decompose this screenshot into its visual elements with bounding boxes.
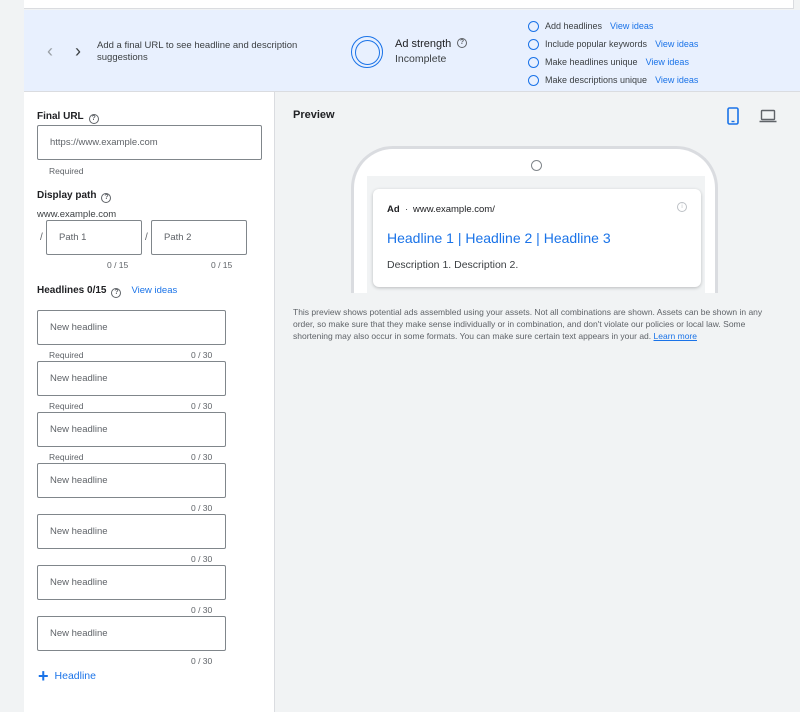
headline-input[interactable] bbox=[37, 361, 226, 396]
display-path-label bbox=[37, 190, 111, 203]
display-path-label-text: Display path bbox=[37, 190, 97, 201]
preview-panel bbox=[276, 92, 800, 712]
final-url-placeholder: https://www.example.com bbox=[50, 137, 158, 148]
headline-placeholder: New headline bbox=[50, 322, 108, 333]
headlines-label-text: Headlines 0/15 bbox=[37, 285, 107, 296]
ad-description: Description 1. Description 2. bbox=[387, 259, 519, 271]
headline-counter: 0 / 30 bbox=[191, 656, 213, 666]
headline-placeholder: New headline bbox=[50, 424, 108, 435]
tip-label: Make headlines unique bbox=[545, 57, 638, 67]
ad-dot-separator: · bbox=[405, 204, 409, 215]
ad-badge: Ad bbox=[387, 204, 400, 215]
headline-counter: 0 / 30 bbox=[191, 503, 213, 513]
suggestions-banner bbox=[24, 10, 800, 92]
path2-placeholder: Path 2 bbox=[164, 232, 192, 243]
ad-strength-title: Ad strength bbox=[395, 38, 452, 50]
ad-display-url: www.example.com/ bbox=[413, 204, 495, 215]
headline-input[interactable] bbox=[37, 616, 226, 651]
tip-item bbox=[528, 53, 698, 71]
chevron-left-icon[interactable]: ‹ bbox=[47, 41, 53, 61]
ad-strength-ring-icon bbox=[351, 36, 383, 68]
headlines-view-ideas-link[interactable]: View ideas bbox=[131, 285, 178, 296]
top-card-edge bbox=[24, 0, 794, 9]
circle-icon bbox=[528, 57, 539, 68]
ad-headline: Headline 1 | Headline 2 | Headline 3 bbox=[387, 230, 611, 246]
headline-counter: 0 / 30 bbox=[191, 605, 213, 615]
ad-form-panel bbox=[24, 92, 275, 712]
headline-counter: 0 / 30 bbox=[191, 452, 213, 462]
help-icon[interactable]: ? bbox=[89, 114, 99, 124]
path1-input[interactable] bbox=[46, 220, 142, 255]
final-url-helper: Required bbox=[49, 166, 84, 176]
final-url-label-text: Final URL bbox=[37, 111, 84, 122]
disclaimer-text: This preview shows potential ads assembled using your assets. Not all combinations are shown. Assets can be shown in any order, so make sure that they make sense individually or in combination, and don't violate our policies or local law. Some shortening may also occur in some formats. You can make sure certain text appears in your ad. bbox=[293, 307, 763, 341]
plus-icon: + bbox=[38, 666, 49, 686]
headline-helper: Required bbox=[49, 350, 84, 360]
headline-placeholder: New headline bbox=[50, 475, 108, 486]
circle-icon bbox=[528, 39, 539, 50]
headline-counter: 0 / 30 bbox=[191, 350, 213, 360]
ad-strength-status: Incomplete bbox=[395, 53, 447, 65]
page-gutter bbox=[0, 0, 24, 712]
path-separator: / bbox=[145, 232, 148, 243]
help-icon[interactable]: ? bbox=[457, 38, 467, 48]
display-domain: www.example.com bbox=[37, 209, 117, 220]
tip-item bbox=[528, 71, 698, 89]
add-headline-button[interactable] bbox=[38, 666, 96, 686]
headline-helper: Required bbox=[49, 401, 84, 411]
headline-input[interactable] bbox=[37, 565, 226, 600]
headline-placeholder: New headline bbox=[50, 373, 108, 384]
final-url-label bbox=[37, 111, 99, 124]
preview-title: Preview bbox=[293, 109, 335, 121]
banner-message: Add a final URL to see headline and description suggestions bbox=[97, 40, 298, 63]
headline-placeholder: New headline bbox=[50, 577, 108, 588]
tip-label: Make descriptions unique bbox=[545, 75, 648, 85]
headline-helper: Required bbox=[49, 452, 84, 462]
headline-input[interactable] bbox=[37, 310, 226, 345]
tip-item bbox=[528, 17, 698, 35]
chevron-right-icon[interactable]: › bbox=[75, 41, 81, 61]
laptop-icon[interactable] bbox=[759, 109, 777, 123]
help-icon[interactable]: ? bbox=[111, 288, 121, 298]
view-ideas-link[interactable]: View ideas bbox=[655, 39, 699, 49]
ad-preview-card bbox=[373, 189, 701, 287]
headline-input[interactable] bbox=[37, 514, 226, 549]
headline-counter: 0 / 30 bbox=[191, 401, 213, 411]
headline-counter: 0 / 30 bbox=[191, 554, 213, 564]
headline-input[interactable] bbox=[37, 463, 226, 498]
path-separator: / bbox=[40, 232, 43, 243]
info-icon[interactable]: i bbox=[677, 202, 687, 212]
preview-disclaimer bbox=[293, 306, 783, 342]
phone-screen bbox=[367, 176, 705, 293]
headlines-label bbox=[37, 285, 177, 298]
headline-input[interactable] bbox=[37, 412, 226, 447]
mobile-device-icon[interactable] bbox=[726, 107, 740, 125]
view-ideas-link[interactable]: View ideas bbox=[655, 75, 699, 85]
circle-icon bbox=[528, 21, 539, 32]
ad-strength-tips bbox=[528, 17, 698, 89]
circle-icon bbox=[528, 75, 539, 86]
final-url-input[interactable] bbox=[37, 125, 262, 160]
headline-placeholder: New headline bbox=[50, 628, 108, 639]
add-headline-label: Headline bbox=[54, 670, 96, 682]
path1-placeholder: Path 1 bbox=[59, 232, 87, 243]
learn-more-link[interactable]: Learn more bbox=[653, 331, 697, 341]
camera-icon bbox=[531, 160, 542, 171]
path2-input[interactable] bbox=[151, 220, 247, 255]
phone-frame bbox=[351, 146, 718, 293]
view-ideas-link[interactable]: View ideas bbox=[645, 57, 689, 67]
tip-label: Add headlines bbox=[545, 21, 603, 31]
headline-placeholder: New headline bbox=[50, 526, 108, 537]
view-ideas-link[interactable]: View ideas bbox=[610, 21, 654, 31]
tip-label: Include popular keywords bbox=[545, 39, 648, 49]
path2-counter: 0 / 15 bbox=[211, 260, 233, 270]
help-icon[interactable]: ? bbox=[101, 193, 111, 203]
tip-item bbox=[528, 35, 698, 53]
path1-counter: 0 / 15 bbox=[107, 260, 129, 270]
